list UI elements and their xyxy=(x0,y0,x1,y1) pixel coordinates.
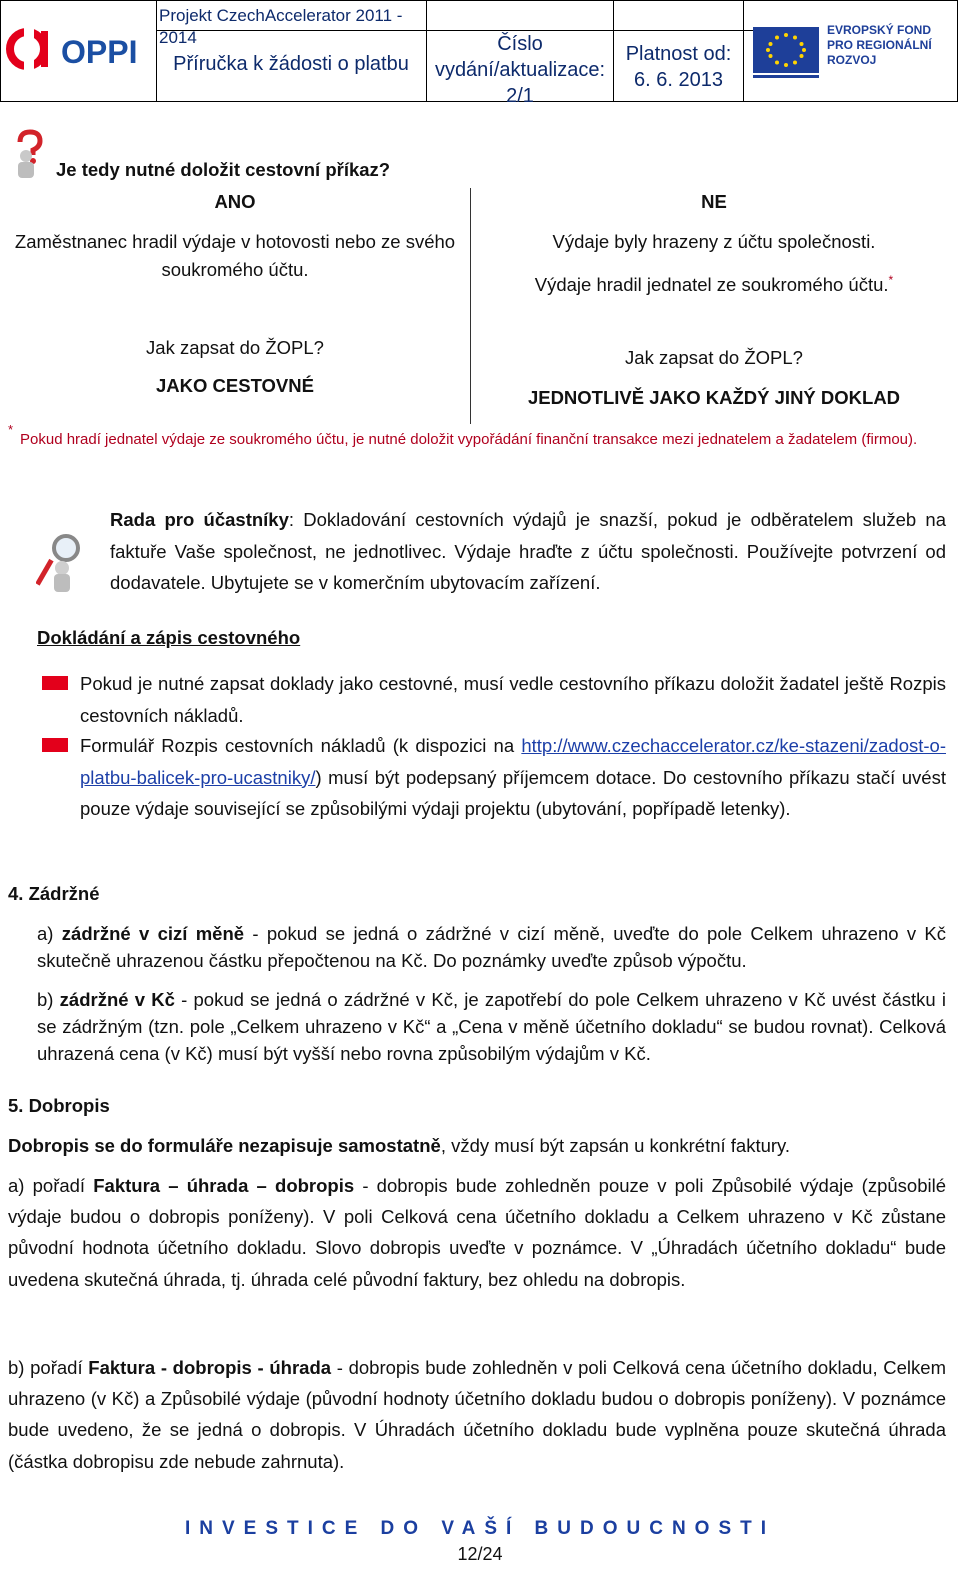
oppi-logo xyxy=(5,23,155,73)
section4-a-bold: zádržné v cizí měně xyxy=(61,923,245,944)
section5-intro-text: , vždy musí být zapsán u konkrétní faktury. xyxy=(440,1135,791,1156)
version-label: Číslo vydání/aktualizace: 2/1 xyxy=(434,33,606,107)
section5-b-pre: b) pořadí xyxy=(8,1357,89,1378)
column-divider xyxy=(470,188,471,424)
travel-bullet-2-post: ) musí být podepsaný příjemcem dotace. Do cestovního příkazu stačí uvést pouze výdaje související se způsobilými výdaji projektu (ubytování, popřípadě letenky). xyxy=(80,766,946,819)
section5-intro-bold: Dobropis se do formuláře nezapisuje samostatně xyxy=(8,1135,441,1156)
oppi-logo-icon xyxy=(5,23,155,73)
section4-b-bold: zádržné v Kč xyxy=(59,989,175,1010)
section5-b xyxy=(8,1352,946,1477)
question-text: Je tedy nutné doložit cestovní příkaz? xyxy=(56,159,391,180)
section5-intro xyxy=(8,1132,946,1160)
no-line2 xyxy=(476,266,952,299)
download-link[interactable]: http://www.czechaccelerator.cz/ke-stazeni/zadost-o-platbu-balicek-pro-ucastniky/ xyxy=(80,735,946,788)
eu-logo xyxy=(753,23,958,81)
footnote-body: Pokud hradí jednatel výdaje ze soukromého účtu, je nutné doložit vypořádání finanční transakce mezi jednatelem a žadatelem (firmou). xyxy=(20,431,918,448)
svg-text:OPPI: OPPI xyxy=(61,34,138,70)
section5-b-bold: Faktura - dobropis - úhrada xyxy=(88,1357,332,1378)
document-header xyxy=(0,0,958,107)
valid-from xyxy=(614,41,743,93)
footnote-star: * xyxy=(8,422,14,437)
section4-heading: 4. Zádržné xyxy=(8,883,100,904)
valid-from-date: 6. 6. 2013 xyxy=(634,69,723,91)
yes-title: ANO xyxy=(214,191,256,212)
tip-text xyxy=(110,504,946,599)
yes-answer: JAKO CESTOVNÉ xyxy=(156,375,314,396)
section4-b-text: - pokud se jedná o zádržné v Kč, je zapotřebí do pole Celkem uhrazeno v Kč uvést částku i se zádržným (tzn. pole „Celkem uhrazeno v Kč“ a „Cena v měně účetního dokladu“ se budou rovnat). Celková uhrazená cena (v Kč) musí být vyšší nebo rovna způsobilým výdajům v Kč. xyxy=(37,989,946,1064)
section5-a xyxy=(8,1170,946,1295)
yes-text: Zaměstnanec hradil výdaje v hotovosti nebo ze svého soukromého účtu. xyxy=(14,231,456,280)
yes-how: Jak zapsat do ŽOPL? xyxy=(146,337,324,358)
travel-bullet-1: Pokud je nutné zapsat doklady jako cestovné, musí vedle cestovního příkazu doložit žadatel ještě Rozpis cestovních nákladů. xyxy=(80,673,946,726)
section5-heading: 5. Dobropis xyxy=(8,1095,110,1116)
header-divider xyxy=(743,1,744,101)
no-line2-text: Výdaje hradil jednatel ze soukromého účtu. xyxy=(534,274,889,296)
eu-flag-icon xyxy=(753,27,819,79)
bullet-icon xyxy=(42,738,68,752)
question-figure-icon xyxy=(6,128,52,180)
section4-a xyxy=(37,920,946,974)
project-title: Projekt CzechAccelerator 2011 - 2014 xyxy=(159,6,403,47)
section4-b-pre: b) xyxy=(37,989,60,1010)
travel-heading: Dokládání a zápis cestovného xyxy=(37,627,301,648)
no-how: Jak zapsat do ŽOPL? xyxy=(625,347,803,368)
no-line1: Výdaje byly hrazeny z účtu společnosti. xyxy=(552,231,876,252)
no-answer: JEDNOTLIVĚ JAKO KAŽDÝ JINÝ DOKLAD xyxy=(527,387,901,408)
footnote-text xyxy=(20,426,944,454)
section4-a-text: - pokud se jedná o zádržné v cizí měně, uveďte do pole Celkem uhrazeno v Kč skutečně uhrazenou částku přepočtenou na Kč. Do poznámky uveďte způsob výpočtu. xyxy=(37,923,947,971)
tip-label: Rada pro účastníky xyxy=(110,509,289,530)
section5-b-text: - dobropis bude zohledněn v poli Celková cena účetního dokladu, Celkem uhrazeno (v Kč) a Způsobilé výdaje (původní hodnoty účetního dokladu budou o dobropis poníženy). V poznámce bude uvedeno, že se jedná o dobropis. V Úhradách účetního dokladu bude vyplněna pouze skutečná úhrada (částka dobropisu zde nebude zahrnuta). xyxy=(8,1357,946,1472)
eu-fund-line: PRO REGIONÁLNÍ xyxy=(827,38,932,52)
eu-fund-line: ROZVOJ xyxy=(827,53,877,67)
footer-slogan: INVESTICE DO VAŠÍ BUDOUCNOSTI xyxy=(184,1518,775,1539)
section5-a-pre: a) pořadí xyxy=(8,1175,94,1196)
footnote-marker: * xyxy=(888,273,894,287)
magnifier-figure-icon xyxy=(36,530,92,596)
valid-from-label: Platnost od: xyxy=(625,43,732,65)
section5-a-bold: Faktura – úhrada – dobropis xyxy=(93,1175,355,1196)
manual-title: Příručka k žádosti o platbu xyxy=(173,53,409,75)
eu-fund-line: EVROPSKÝ FOND xyxy=(827,23,932,37)
travel-bullet-2 xyxy=(80,730,946,825)
tip-body: : Dokladování cestovních výdajů je snazší, pokud je odběratelem služeb na faktuře Vaše společnost, ne jednotlivec. Výdaje hraďte z účtu společnosti. Používejte potvrzení od dodavatele. Ubytujete se v komerčním ubytovacím zařízení. xyxy=(110,509,946,593)
section5-a-text: - dobropis bude zohledněn pouze v poli Způsobilé výdaje (způsobilé výdaje budou o dobropis poníženy). V poli Celková cena účetního dokladu a Celkem uhrazeno v Kč zůstane původní hodnota účetního dokladu. Slovo dobropis uveďte v poznámce. V „Úhradách účetního dokladu“ bude uvedena skutečná úhrada, tj. úhrada celé původní faktury, bez ohledu na dobropis. xyxy=(8,1175,946,1290)
section4-b xyxy=(37,986,946,1067)
bullet-icon xyxy=(42,676,68,690)
no-title: NE xyxy=(701,191,727,212)
page-number: 12/24 xyxy=(457,1544,503,1564)
eu-fund-text xyxy=(827,23,957,68)
section4-a-pre: a) xyxy=(37,923,62,944)
travel-bullet-2-pre: Formulář Rozpis cestovních nákladů (k dispozici na xyxy=(80,735,522,756)
